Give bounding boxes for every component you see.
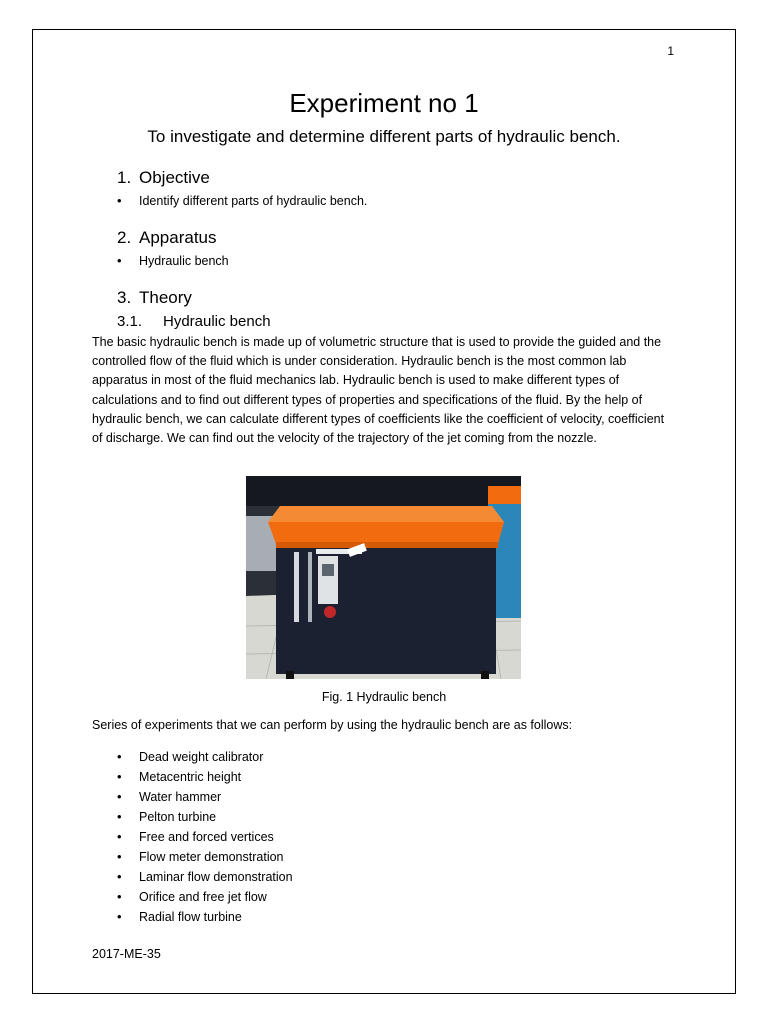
objective-list [117, 191, 367, 211]
list-item: • Free and forced vertices [117, 827, 293, 847]
series-intro-text: Series of experiments that we can perform by using the hydraulic bench are as follows: [92, 718, 573, 732]
section-title: Objective [139, 168, 210, 187]
experiments-list [117, 747, 293, 927]
list-item: • Laminar flow demonstration [117, 867, 293, 887]
section-number: 3. [117, 288, 132, 307]
hydraulic-bench-image [246, 476, 521, 679]
figure-caption: Fig. 1 Hydraulic bench [321, 690, 447, 704]
list-item: • Pelton turbine [117, 807, 293, 827]
section-number: 1. [117, 168, 132, 187]
page-number: 1 [667, 44, 674, 58]
list-item: • Identify different parts of hydraulic bench. [117, 191, 367, 211]
figure-control-panel [318, 556, 338, 604]
figure-orange-tank [268, 522, 504, 544]
footer-roll-number: 2017-ME-35 [92, 947, 161, 961]
section-heading-theory [117, 288, 192, 308]
section-title: Apparatus [139, 228, 217, 247]
subsection-title: Hydraulic bench [163, 313, 271, 330]
document-subtitle: To investigate and determine different parts of hydraulic bench. [147, 127, 621, 146]
document-title: Experiment no 1 [289, 88, 479, 118]
apparatus-list [117, 251, 229, 271]
subsection-number: 3.1. [117, 313, 143, 330]
figure-switch [324, 606, 336, 618]
list-item: • Water hammer [117, 787, 293, 807]
list-item: • Hydraulic bench [117, 251, 229, 271]
list-item: • Flow meter demonstration [117, 847, 293, 867]
list-item: • Orifice and free jet flow [117, 887, 293, 907]
list-item: • Radial flow turbine [117, 907, 293, 927]
list-item: • Metacentric height [117, 767, 293, 787]
theory-paragraph: The basic hydraulic bench is made up of volumetric structure that is used to provide the guided and the controlled flow of the fluid which is under consideration. Hydraulic bench is the most common lab apparatus in most of the fluid mechanics lab. Hydraulic bench is used to make different types of calculations and to find out different types of properties and specifications of the fluid. By the help of hydraulic bench, we can calculate different types of coefficients like the coefficient of velocity, coefficient of discharge. We can find out the velocity of the trajectory of the jet coming from the nozzle. [92, 335, 665, 446]
list-item: • Dead weight calibrator [117, 747, 293, 767]
section-title: Theory [139, 288, 192, 307]
section-heading-apparatus [117, 228, 217, 248]
subsection-heading [117, 313, 271, 330]
figure-window [246, 476, 521, 506]
section-number: 2. [117, 228, 132, 247]
section-heading-objective [117, 168, 210, 188]
figure-gauge-tube [294, 552, 299, 622]
